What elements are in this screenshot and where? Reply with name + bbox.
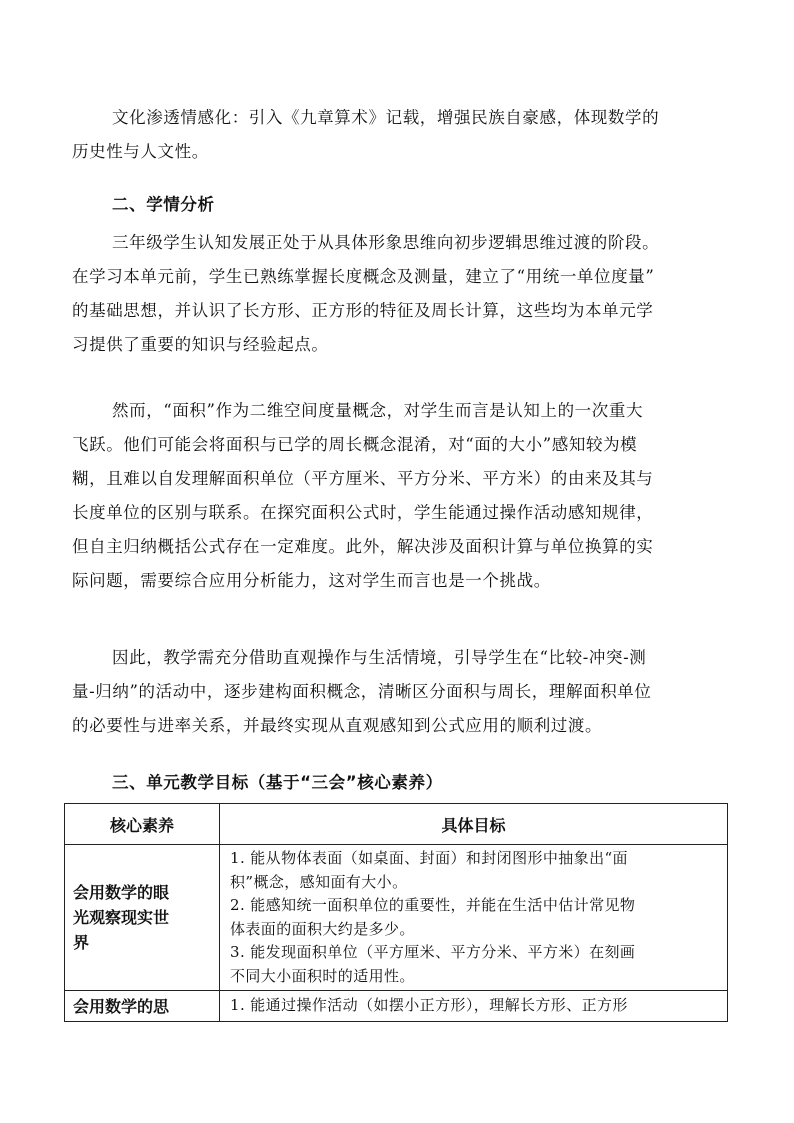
goal-item [230,847,717,894]
text-line: 长度单位的区别与联系。在探究面积公式时，学生能通过操作活动感知规律， [72,503,654,522]
goal-line: 体表面的面积大约是多少。 [230,919,415,938]
text-line: 糊，且难以自发理解面积单位（平方厘米、平方分米、平方米）的由来及其与 [72,469,654,488]
literacy-line: 会用数学的眼 [73,883,170,902]
text-line: 飞跃。他们可能会将面积与已学的周长概念混淆，对“面的大小”感知较为模 [72,435,638,454]
text-line: 在学习本单元前，学生已熟练掌握长度概念及测量，建立了“用统一单位度量” [72,267,655,286]
student-analysis-paragraph-1 [72,226,732,362]
text-line: 但自主归纳概括公式存在一定难度。此外，解决涉及面积计算与单位换算的实 [72,537,654,556]
literacy-cell [65,991,220,1022]
literacy-line: 界 [73,933,90,952]
student-analysis-paragraph-3 [72,641,732,743]
text-line: 的基础思想，并认识了长方形、正方形的特征及周长计算，这些均为本单元学 [72,301,654,320]
unit-goals-table [64,803,728,1022]
intro-paragraph [72,101,732,169]
goals-cell [220,845,728,991]
section-heading-unit-goals: 三、单元教学目标（基于“三会”核心素养） [112,773,443,792]
goals-cell [220,991,728,1022]
goal-line: 2. 能感知统一面积单位的重要性，并能在生活中估计常见物 [230,896,636,914]
goal-item [230,994,717,1018]
goal-line: 积”概念，感知面有大小。 [230,872,408,891]
goal-line: 3. 能发现面积单位（平方厘米、平方分米、平方米）在刻画 [230,943,636,961]
text-line: 然而，“面积”作为二维空间度量概念，对学生而言是认知上的一次重大 [112,401,644,420]
text-line: 的必要性与进率关系，并最终实现从直观感知到公式应用的顺利过渡。 [72,716,603,735]
table-row [65,845,728,991]
literacy-line: 光观察现实世 [73,908,170,927]
text-line: 历史性与人文性。 [72,142,209,161]
literacy-cell [65,845,220,991]
literacy-line: 会用数学的思 [73,996,170,1016]
section-heading-student-analysis: 二、学情分析 [112,195,215,214]
goal-item [230,894,717,941]
goal-line: 1. 能从物体表面（如桌面、封面）和封闭图形中抽象出“面 [230,849,628,867]
text-line: 因此，教学需充分借助直观操作与生活情境，引导学生在“比较-冲突-测 [112,648,647,667]
goal-item [230,941,717,988]
text-line: 习提供了重要的知识与经验起点。 [72,335,329,354]
column-header-literacy: 核心素养 [65,804,220,845]
text-line: 文化渗透情感化：引入《九章算术》记载，增强民族自豪感，体现数学的 [112,108,660,127]
table-row [65,991,728,1022]
goal-line: 1. 能通过操作活动（如摆小正方形），理解长方形、正方形 [230,996,628,1015]
text-line: 际问题，需要综合应用分析能力，这对学生而言也是一个挑战。 [72,571,551,590]
goal-line: 不同大小面积时的适用性。 [230,966,415,985]
student-analysis-paragraph-2 [72,394,732,598]
column-header-goals: 具体目标 [220,804,728,845]
text-line: 量-归纳”的活动中，逐步建构面积概念，清晰区分面积与周长，理解面积单位 [72,682,652,701]
text-line: 三年级学生认知发展正处于从具体形象思维向初步逻辑思维过渡的阶段。 [112,233,660,252]
table-header-row [65,804,728,845]
